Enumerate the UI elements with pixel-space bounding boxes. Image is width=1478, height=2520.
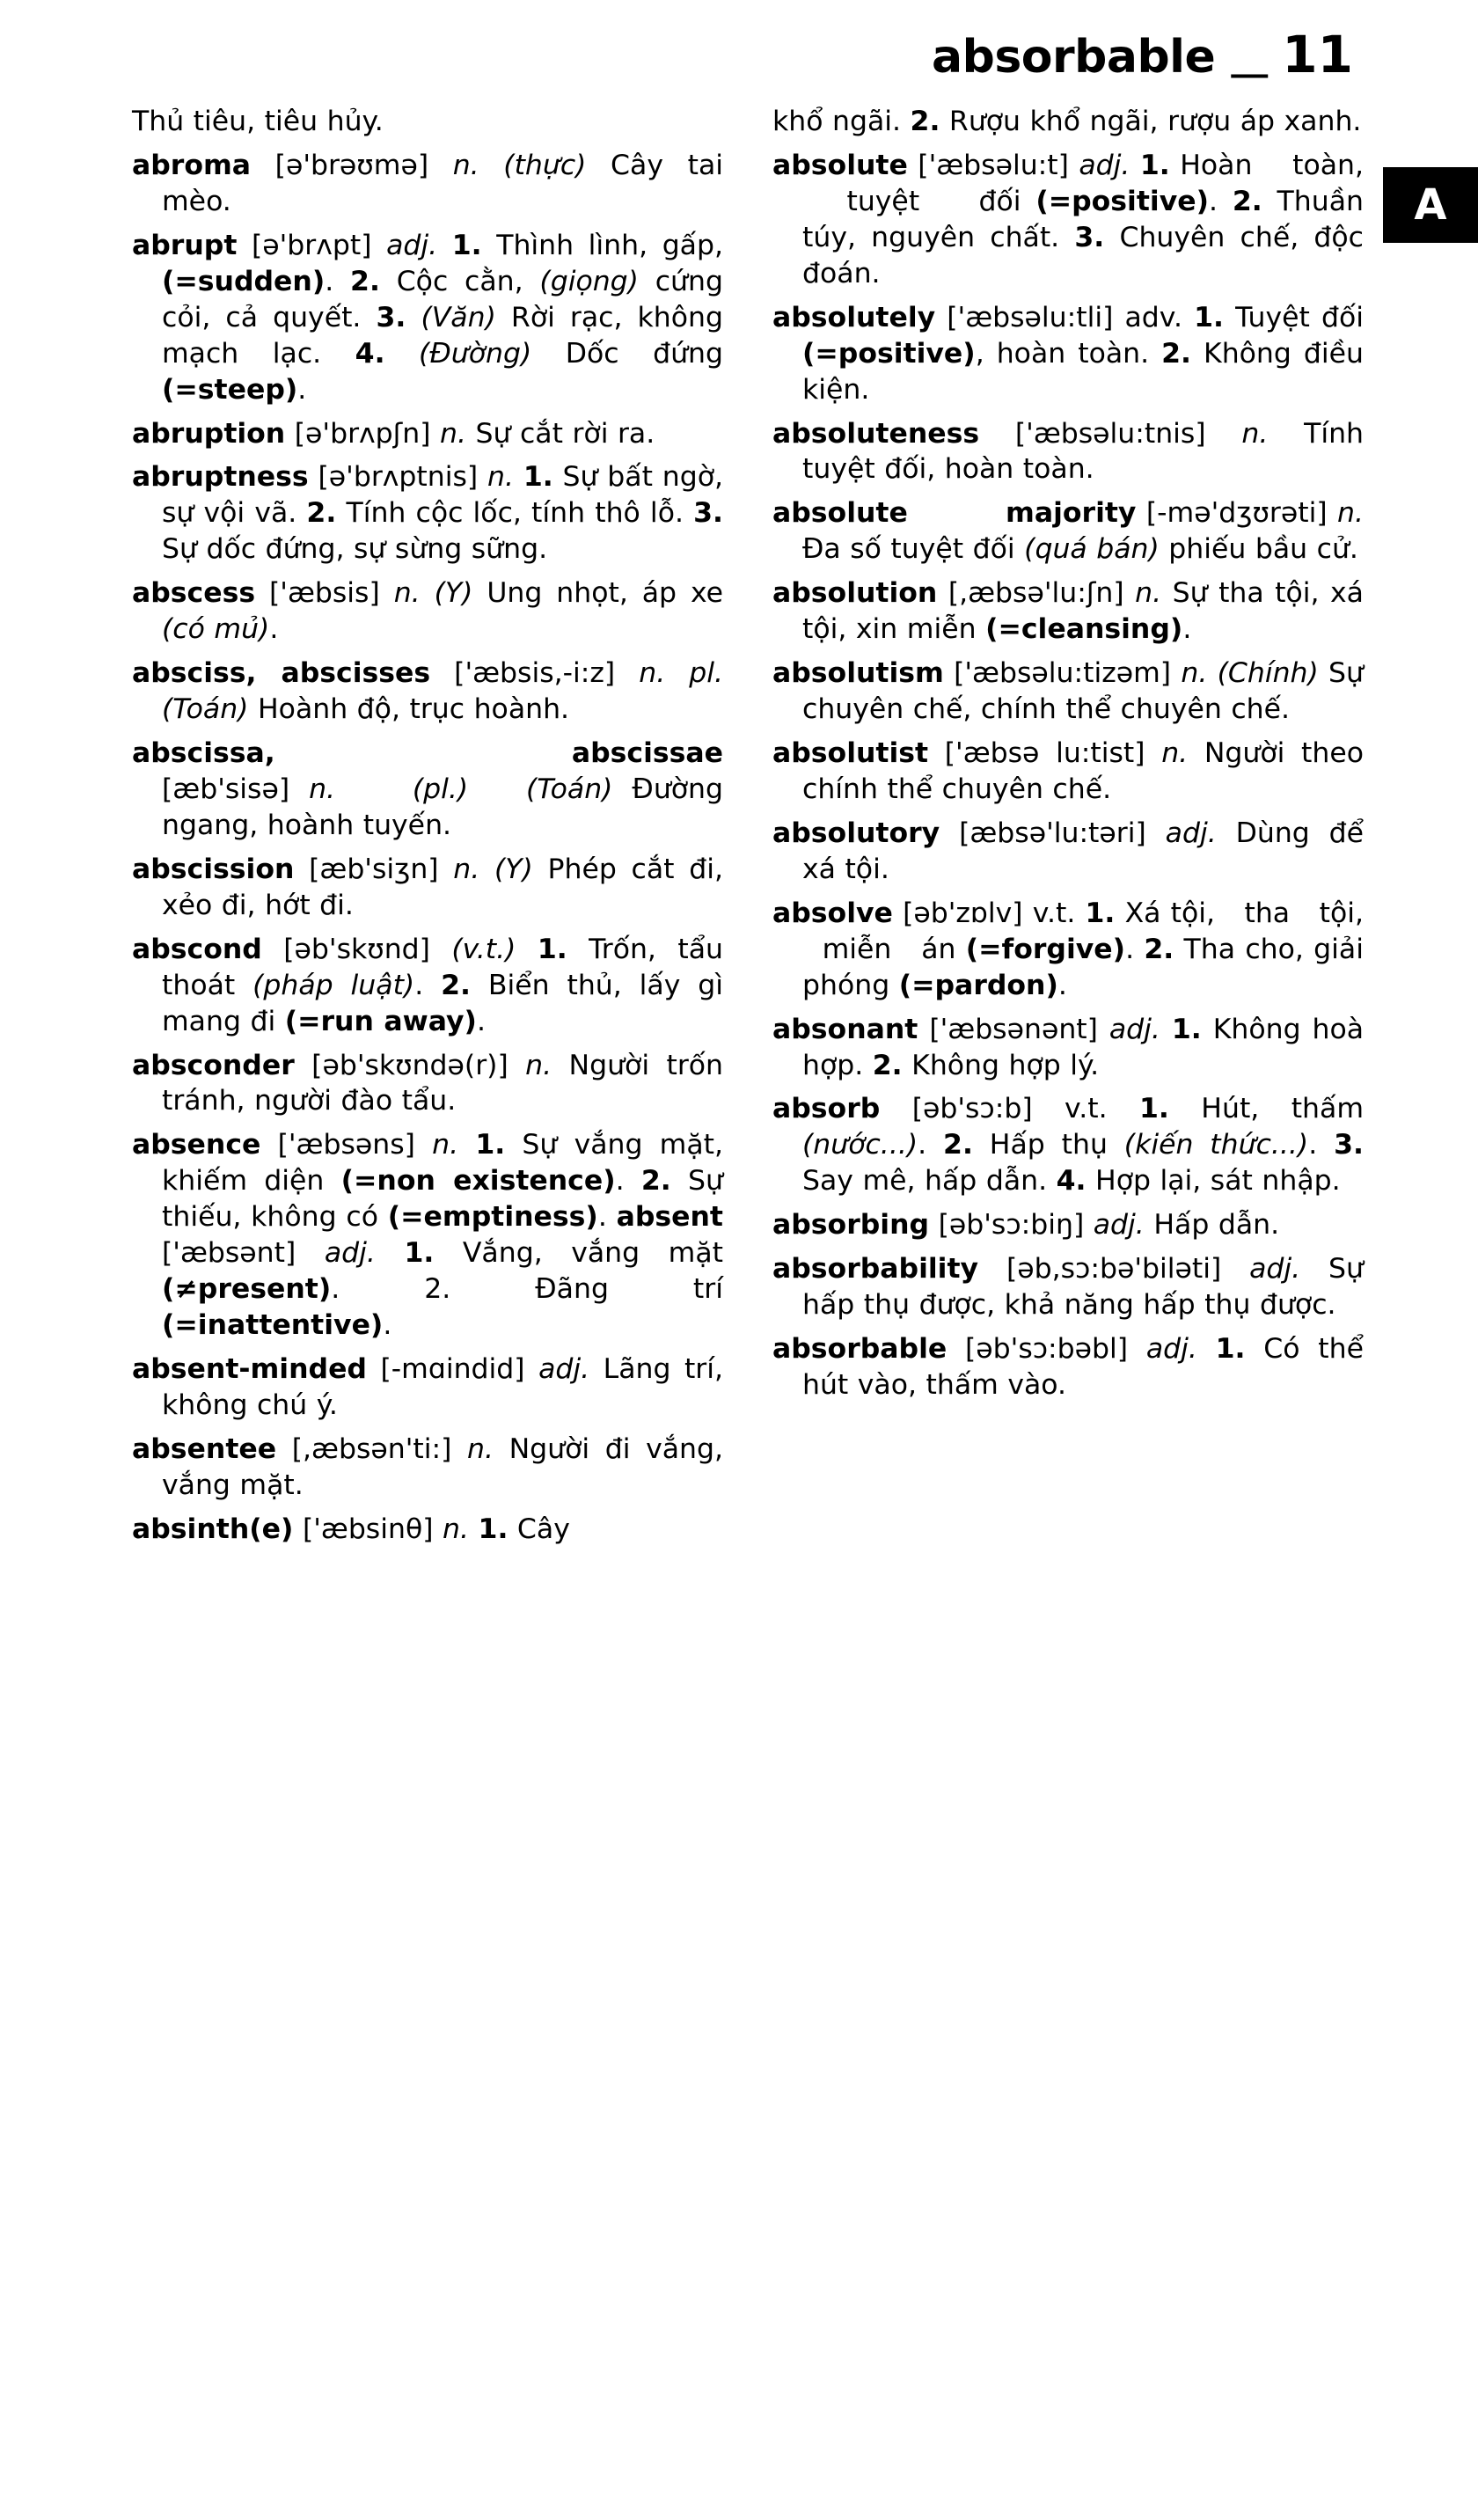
dictionary-entry: absent-minded [-mɑindid] adj. Lãng trí, không chú ý. <box>132 1353 724 1421</box>
dictionary-entry: absolve [əb'zɒlv] v.t. 1. Xá tội, tha tội, miễn án (=forgive). 2. Tha cho, giải phóng (=pardon). <box>772 897 1364 1001</box>
dictionary-entry: abscond [əb'skʊnd] (v.t.) 1. Trốn, tẩu thoát (pháp luật). 2. Biển thủ, lấy gì mang đi (=run away). <box>132 933 723 1037</box>
dictionary-entry: absorbability [əb,sɔ:bə'biləti] adj. Sự hấp thụ được, khả năng hấp thụ được. <box>772 1253 1364 1322</box>
dictionary-entry: absinth(e) ['æbsinθ] n. 1. Cây <box>132 1513 570 1545</box>
dictionary-entry: abruption [ə'brʌpʃn] n. Sự cắt rời ra. <box>132 417 655 450</box>
dictionary-entry: absolutist ['æbsə lu:tist] n. Người theo chính thể chuyên chế. <box>772 737 1364 805</box>
right-column <box>772 104 1364 1556</box>
dictionary-entry: absoluteness ['æbsəlu:tnis] n. Tính tuyệt đối, hoàn toàn. <box>772 417 1365 486</box>
dictionary-entry: absolution [,æbsə'lu:ʃn] n. Sự tha tội, xá tội, xin miễn (=cleansing). <box>772 577 1364 646</box>
left-column <box>132 104 723 1556</box>
dictionary-entry: absolutism ['æbsəlu:tizəm] n. (Chính) Sự chuyên chế, chính thể chuyên chế. <box>772 657 1365 726</box>
dictionary-entry: abscission [æb'siʒn] n. (Y) Phép cắt đi, xẻo đi, hớt đi. <box>132 853 723 921</box>
body-columns <box>132 104 1364 1556</box>
dictionary-entry: absorbable [əb'sɔ:bəbl] adj. 1. Có thể hút vào, thấm vào. <box>772 1333 1364 1401</box>
dictionary-entry: abrupt [ə'brʌpt] adj. 1. Thình lình, gấp, (=sudden). 2. Cộc cằn, (giọng) cứng cỏi, cả quyết. 3. (Văn) Rời rạc, không mạch lạc. 4. (Đường) Dốc đứng (=steep). <box>132 229 723 406</box>
dictionary-entry: absolute ['æbsəlu:t] adj. 1. Hoàn toàn, tuyệt đối (=positive). 2. Thuần túy, nguyên chất. 3. Chuyên chế, độc đoán. <box>772 149 1365 289</box>
page-number: 11 <box>1282 25 1353 84</box>
running-head: absorbable <box>932 31 1216 84</box>
header-separator: __ <box>1231 33 1267 78</box>
dictionary-entry: absonant ['æbsənənt] adj. 1. Không hoà hợp. 2. Không hợp lý. <box>772 1013 1365 1081</box>
page-header <box>0 25 1478 104</box>
dictionary-entry: khổ ngãi. 2. Rượu khổ ngãi, rượu áp xanh. <box>772 106 1362 137</box>
dictionary-entry: abroma [ə'brəʊmə] n. (thực) Cây tai mèo. <box>132 149 723 217</box>
dictionary-entry: absolutory [æbsə'lu:təri] adj. Dùng để xá tội. <box>772 817 1365 885</box>
dictionary-entry: absciss, abscisses ['æbsis,-i:z] n. pl. (Toán) Hoành độ, trục hoành. <box>132 657 724 726</box>
dictionary-entry: Thủ tiêu, tiêu hủy. <box>132 106 384 137</box>
thumb-index-tab: A <box>1383 167 1478 243</box>
dictionary-entry: absorb [əb'sɔ:b] v.t. 1. Hút, thấm (nước...). 2. Hấp thụ (kiến thức...). 3. Say mê, hấp dẫn. 4. Hợp lại, sát nhập. <box>772 1093 1365 1198</box>
dictionary-entry: absolutely ['æbsəlu:tli] adv. 1. Tuyệt đối (=positive), hoàn toàn. 2. Không điều kiện. <box>772 301 1364 406</box>
dictionary-entry: absorbing [əb'sɔ:biŋ] adj. Hấp dẫn. <box>772 1209 1280 1242</box>
dictionary-entry: absolute majority [-mə'dʒʊrəti] n. Đa số tuyệt đối (quá bán) phiếu bầu cử. <box>772 497 1365 566</box>
dictionary-entry: absentee [,æbsən'ti:] n. Người đi vắng, vắng mặt. <box>132 1432 724 1501</box>
dictionary-entry: abscess ['æbsis] n. (Y) Ung nhọt, áp xe (có mủ). <box>132 577 724 646</box>
dictionary-entry: absconder [əb'skʊndə(r)] n. Người trốn tránh, người đào tẩu. <box>132 1049 724 1117</box>
header-inner <box>932 25 1353 84</box>
dictionary-entry: abruptness [ə'brʌptnis] n. 1. Sự bất ngờ, sự vội vã. 2. Tính cộc lốc, tính thô lỗ. 3. Sự dốc đứng, sự sừng sững. <box>132 461 724 566</box>
dictionary-entry: abscissa, abscissae [æb'sisə] n. (pl.) (Toán) Đường ngang, hoành tuyến. <box>132 737 724 841</box>
dictionary-entry: absence ['æbsəns] n. 1. Sự vắng mặt, khiếm diện (=non existence). 2. Sự thiếu, không có (=emptiness). absent ['æbsənt] adj. 1. Vắng, vắng mặt (≠present). 2. Đãng trí (=inattentive). <box>132 1129 724 1342</box>
